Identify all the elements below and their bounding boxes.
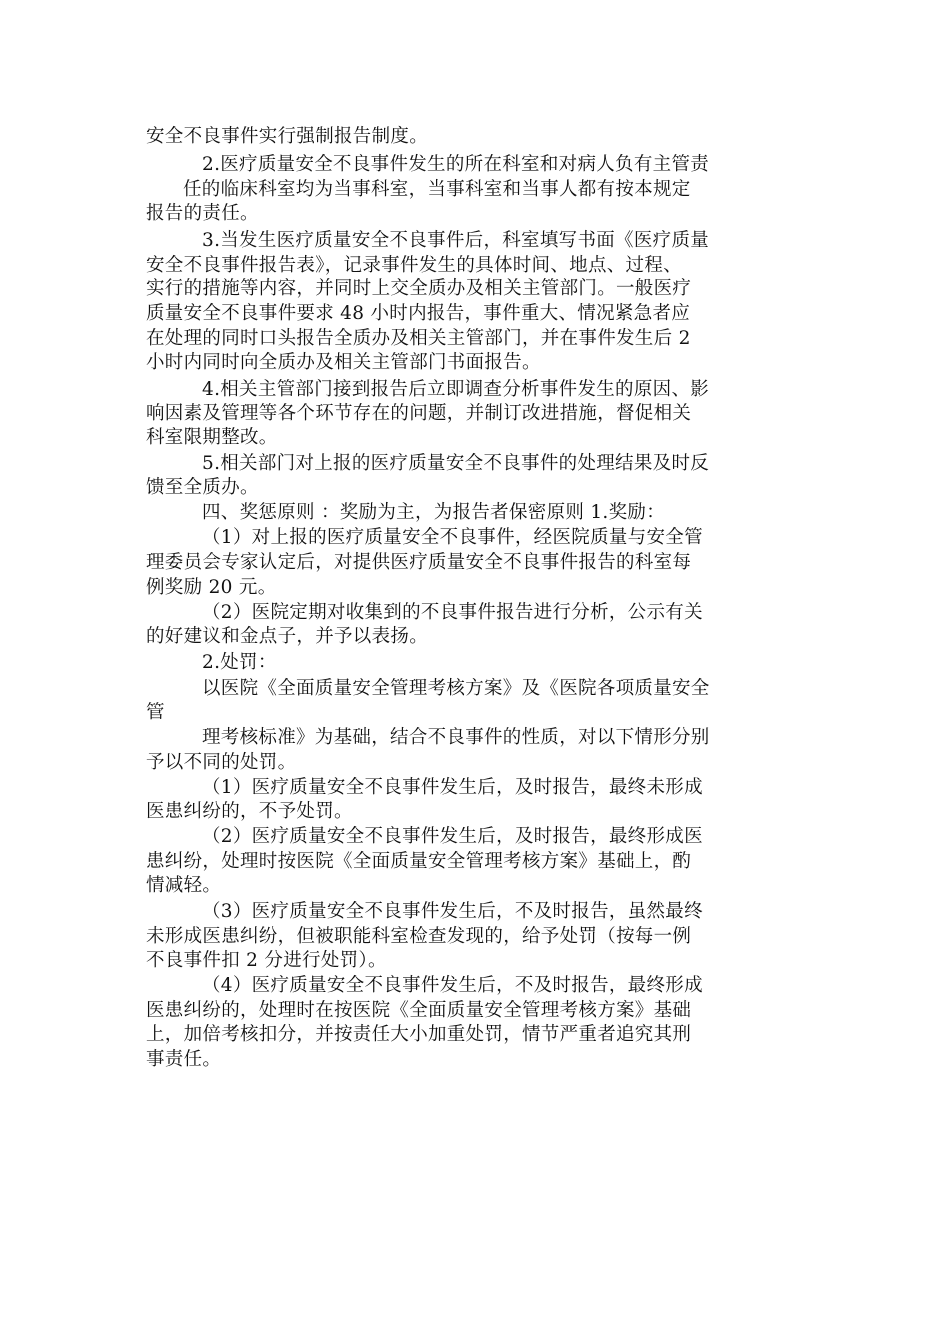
text-line: 科室限期整改。 bbox=[146, 427, 278, 448]
text-line: 安全不良事件实行强制报告制度。 bbox=[146, 126, 429, 147]
text-line: 以医院《全面质量安全管理考核方案》及《医院各项质量安全 bbox=[202, 678, 710, 699]
text-line: 医患纠纷的，不予处罚。 bbox=[146, 801, 353, 822]
text-line: 任的临床科室均为当事科室，当事科室和当事人都有按本规定 bbox=[183, 179, 691, 200]
text-line: （1）对上报的医疗质量安全不良事件，经医院质量与安全管 bbox=[202, 527, 703, 548]
text-line: 报告的责任。 bbox=[146, 203, 259, 224]
text-line: 例奖励 20 元。 bbox=[146, 577, 277, 598]
text-line: 2.处罚： bbox=[202, 652, 277, 673]
text-line: 管 bbox=[146, 702, 165, 723]
text-line: 4.相关主管部门接到报告后立即调查分析事件发生的原因、影 bbox=[202, 379, 710, 400]
text-line: 实行的措施等内容，并同时上交全质办及相关主管部门。一般医疗 bbox=[146, 278, 692, 299]
text-line: 不良事件扣 2 分进行处罚）。 bbox=[146, 950, 387, 971]
text-line: 小时内同时向全质办及相关主管部门书面报告。 bbox=[146, 352, 541, 373]
text-line: 理委员会专家认定后，对提供医疗质量安全不良事件报告的科室每 bbox=[146, 552, 692, 573]
text-line: （2）医疗质量安全不良事件发生后，及时报告，最终形成医 bbox=[202, 826, 703, 847]
text-line: （3）医疗质量安全不良事件发生后，不及时报告，虽然最终 bbox=[202, 901, 703, 922]
text-line: 3.当发生医疗质量安全不良事件后，科室填写书面《医疗质量 bbox=[202, 230, 710, 251]
text-line: 在处理的同时口头报告全质办及相关主管部门，并在事件发生后 2 bbox=[146, 328, 691, 349]
text-line: 的好建议和金点子，并予以表扬。 bbox=[146, 626, 429, 647]
text-line: 安全不良事件报告表》，记录事件发生的具体时间、地点、过程、 bbox=[146, 255, 682, 276]
text-line: 馈至全质办。 bbox=[146, 477, 259, 498]
text-line: （1）医疗质量安全不良事件发生后，及时报告，最终未形成 bbox=[202, 777, 703, 798]
text-line: 情减轻。 bbox=[146, 875, 222, 896]
text-line: 响因素及管理等各个环节存在的问题，并制订改进措施，督促相关 bbox=[146, 403, 692, 424]
text-line: 患纠纷，处理时按医院《全面质量安全管理考核方案》基础上，酌 bbox=[146, 851, 692, 872]
text-line: 事责任。 bbox=[146, 1049, 222, 1070]
text-line: 上，加倍考核扣分，并按责任大小加重处罚，情节严重者追究其刑 bbox=[146, 1024, 692, 1045]
text-line: 理考核标准》为基础，结合不良事件的性质，对以下情形分别 bbox=[202, 727, 710, 748]
text-line: 5.相关部门对上报的医疗质量安全不良事件的处理结果及时反 bbox=[202, 453, 710, 474]
text-line: 质量安全不良事件要求 48 小时内报告，事件重大、情况紧急者应 bbox=[146, 303, 691, 324]
text-line: 予以不同的处罚。 bbox=[146, 752, 297, 773]
text-line: （4）医疗质量安全不良事件发生后，不及时报告，最终形成 bbox=[202, 975, 703, 996]
text-line: （2）医院定期对收集到的不良事件报告进行分析，公示有关 bbox=[202, 602, 703, 623]
text-line: 未形成医患纠纷，但被职能科室检查发现的，给予处罚（按每一例 bbox=[146, 926, 692, 947]
text-line: 四、奖惩原则 ：奖励为主，为报告者保密原则 1.奖励： bbox=[202, 502, 666, 523]
text-line: 2.医疗质量安全不良事件发生的所在科室和对病人负有主管责 bbox=[202, 154, 710, 175]
text-line: 医患纠纷的，处理时在按医院《全面质量安全管理考核方案》基础 bbox=[146, 1000, 692, 1021]
